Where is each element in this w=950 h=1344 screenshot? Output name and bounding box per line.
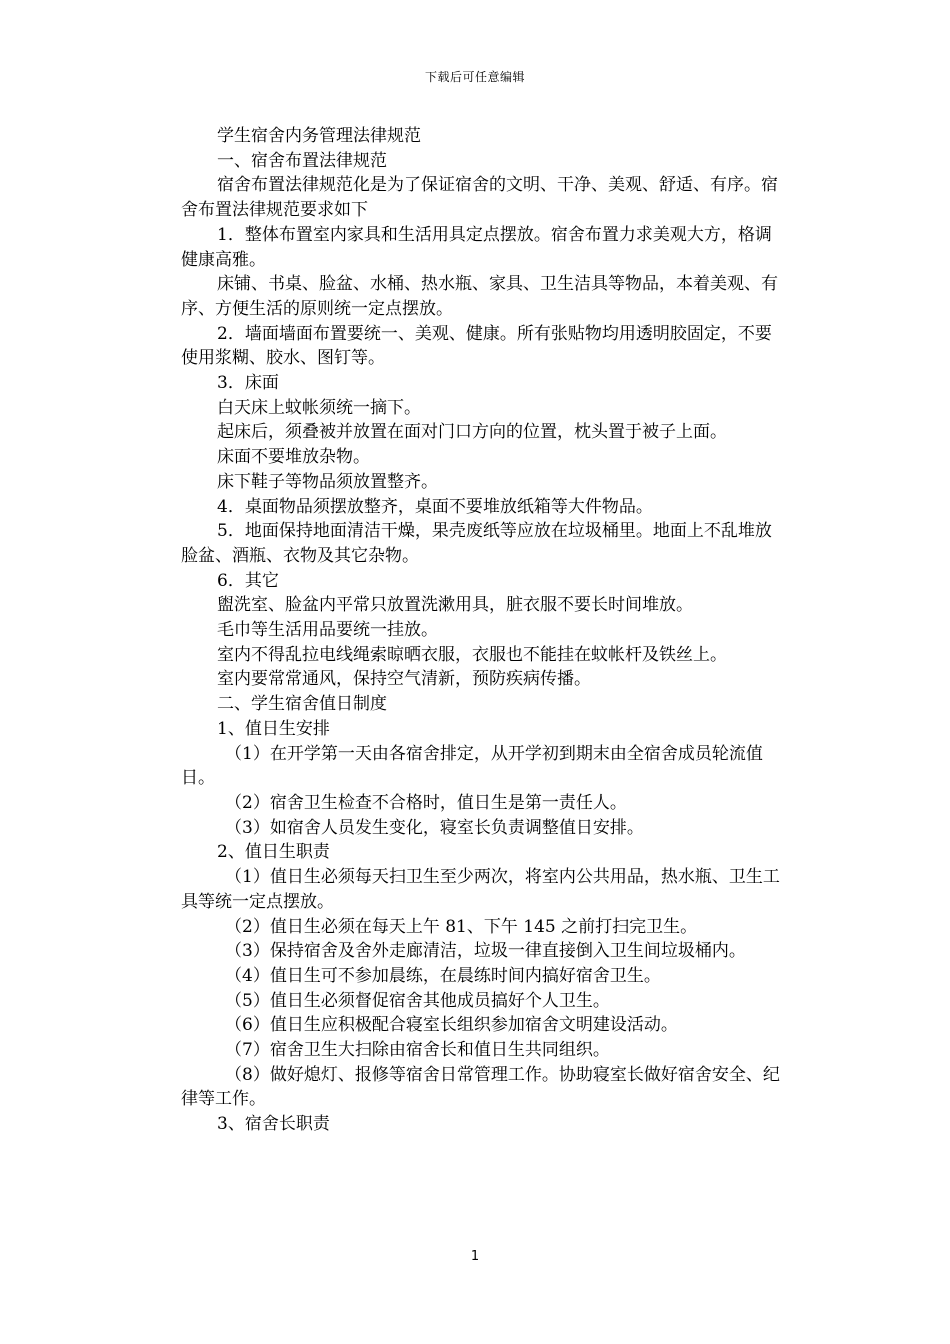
- list-item: （4）值日生可不参加晨练，在晨练时间内搞好宿舍卫生。: [225, 965, 661, 986]
- section-heading: 二、学生宿舍值日制度: [217, 694, 387, 715]
- paragraph: 盥洗室、脸盆内平常只放置洗漱用具，脏衣服不要长时间堆放。: [217, 595, 693, 616]
- list-item: （5）值日生必须督促宿舍其他成员搞好个人卫生。: [225, 990, 610, 1011]
- document-title: 学生宿舍内务管理法律规范: [217, 126, 421, 146]
- paragraph: 白天床上蚊帐须统一摘下。: [217, 397, 421, 418]
- document-body: [181, 124, 781, 1137]
- list-item: （2）值日生必须在每天上午 81、下午 145 之前打扫完卫生。: [225, 916, 698, 937]
- paragraph: 3．床面: [217, 373, 279, 394]
- paragraph: 4．桌面物品须摆放整齐，桌面不要堆放纸箱等大件物品。: [217, 496, 653, 517]
- paragraph: 室内不得乱拉电线绳索晾晒衣服，衣服也不能挂在蚊帐杆及铁丝上。: [217, 644, 727, 665]
- section-heading: 一、宿舍布置法律规范: [217, 150, 387, 171]
- paragraph: 床面不要堆放杂物。: [217, 447, 370, 468]
- list-item: （6）值日生应积极配合寝室长组织参加宿舍文明建设活动。: [225, 1015, 678, 1036]
- list-item: （3）保持宿舍及舍外走廊清洁，垃圾一律直接倒入卫生间垃圾桶内。: [225, 941, 746, 962]
- paragraph: 1．整体布置室内家具和生活用具定点摆放。宿舍布置力求美观大方，格调健康高雅。: [181, 224, 772, 270]
- paragraph: 床下鞋子等物品须放置整齐。: [217, 471, 438, 492]
- paragraph: 毛巾等生活用品要统一挂放。: [217, 620, 438, 641]
- paragraph: 床铺、书桌、脸盆、水桶、热水瓶、家具、卫生洁具等物品，本着美观、有序、方便生活的原则统一定点摆放。: [181, 274, 778, 319]
- paragraph: 5．地面保持地面清洁干燥，果壳废纸等应放在垃圾桶里。地面上不乱堆放脸盆、酒瓶、衣物及其它杂物。: [181, 521, 772, 566]
- page-header: 下载后可任意编辑: [424, 70, 525, 84]
- paragraph: 宿舍布置法律规范化是为了保证宿舍的文明、干净、美观、舒适、有序。宿舍布置法律规范要求如下: [181, 175, 778, 221]
- list-item: （1）值日生必须每天扫卫生至少两次，将室内公共用品，热水瓶、卫生工具等统一定点摆放。: [181, 867, 780, 912]
- list-item: （7）宿舍卫生大扫除由宿舍长和值日生共同组织。: [225, 1040, 610, 1061]
- subsection-heading: 2、值日生职责: [217, 842, 330, 863]
- paragraph: 6．其它: [217, 570, 279, 591]
- list-item: （2）宿舍卫生检查不合格时，值日生是第一责任人。: [225, 792, 627, 813]
- paragraph: 室内要常常通风，保持空气清新，预防疾病传播。: [217, 669, 591, 690]
- list-item: （3）如宿舍人员发生变化，寝室长负责调整值日安排。: [225, 817, 644, 838]
- subsection-heading: 3、宿舍长职责: [217, 1114, 330, 1135]
- page-number: 1: [470, 1249, 480, 1264]
- paragraph: 起床后，须叠被并放置在面对门口方向的位置，枕头置于被子上面。: [217, 422, 727, 443]
- list-item: （8）做好熄灯、报修等宿舍日常管理工作。协助寝室长做好宿舍安全、纪律等工作。: [181, 1064, 780, 1110]
- list-item: （1）在开学第一天由各宿舍排定，从开学初到期末由全宿舍成员轮流值日。: [181, 743, 763, 789]
- paragraph: 2．墙面墙面布置要统一、美观、健康。所有张贴物均用透明胶固定，不要使用浆糊、胶水、图钉等。: [181, 323, 772, 369]
- subsection-heading: 1、值日生安排: [217, 718, 330, 739]
